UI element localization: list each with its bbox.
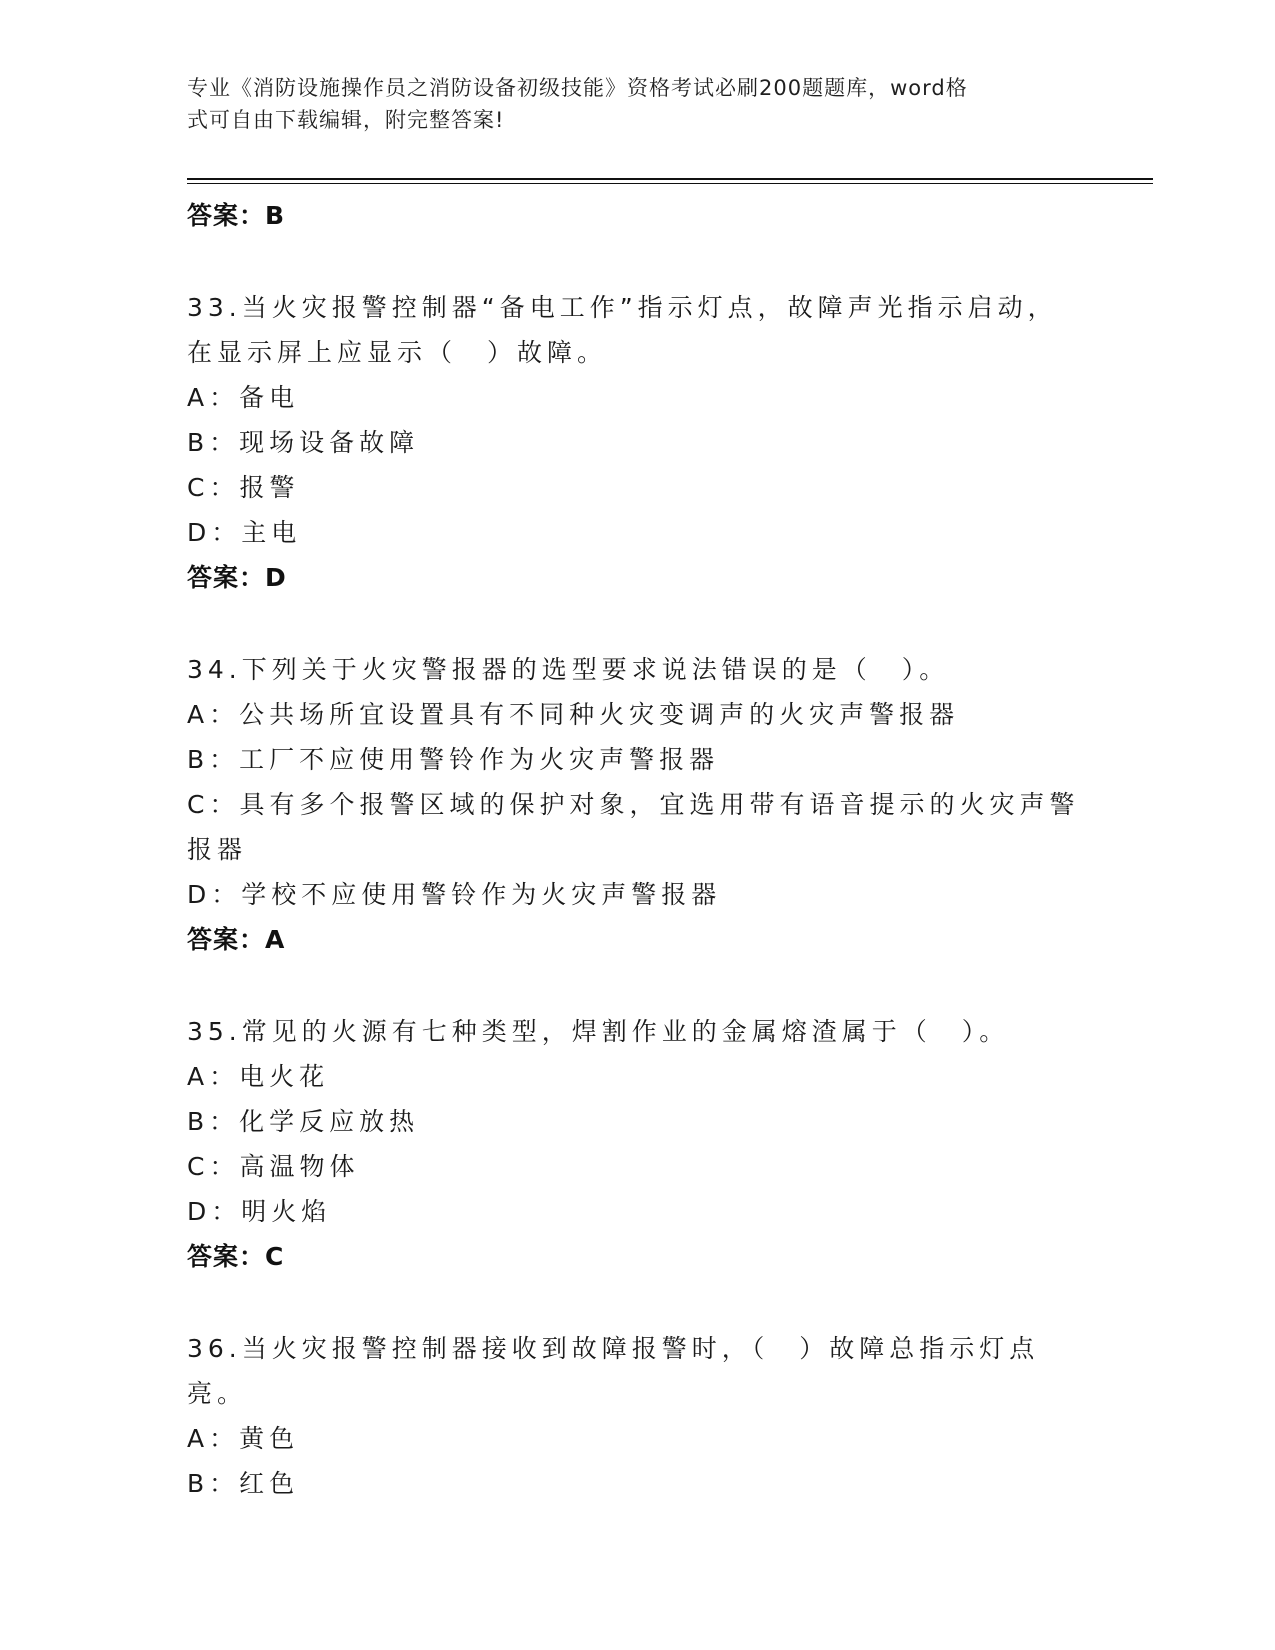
header-line-2: 式可自由下载编辑，附完整答案!	[187, 108, 505, 132]
option-a: A：备电	[187, 383, 300, 412]
question-35	[187, 1009, 1087, 1280]
option-d: D：学校不应使用警铃作为火灾声警报器	[187, 880, 722, 909]
question-list	[187, 188, 1087, 1506]
answer-line: 答案：B	[187, 201, 286, 230]
header-line-1: 专业《消防设施操作员之消防设备初级技能》资格考试必刷200题题库，word格	[187, 76, 968, 100]
option-c: C：报警	[187, 473, 300, 502]
option-d: D：明火焰	[187, 1197, 332, 1226]
answer-line: 答案：C	[187, 1242, 285, 1271]
option-a: A：黄色	[187, 1424, 300, 1453]
question-36	[187, 1326, 1087, 1506]
option-b: B：红色	[187, 1469, 300, 1498]
question-stem: 33.当火灾报警控制器“备电工作”指示灯点，故障声光指示启动，在显示屏上应显示（ ）故障。	[187, 293, 1058, 367]
question-stem: 34.下列关于火灾警报器的选型要求说法错误的是（ ）。	[187, 655, 950, 684]
answer-line: 答案：D	[187, 563, 287, 592]
question-stem: 36.当火灾报警控制器接收到故障报警时，（ ）故障总指示灯点亮。	[187, 1334, 1040, 1408]
option-c: C：高温物体	[187, 1152, 360, 1181]
answer-line: 答案：A	[187, 925, 286, 954]
option-b: B：工厂不应使用警铃作为火灾声警报器	[187, 745, 720, 774]
option-a: A：公共场所宜设置具有不同种火灾变调声的火灾声警报器	[187, 700, 960, 729]
option-a: A：电火花	[187, 1062, 330, 1091]
option-b: B：化学反应放热	[187, 1107, 420, 1136]
document-header	[187, 72, 1077, 136]
question-33	[187, 285, 1087, 601]
option-b: B：现场设备故障	[187, 428, 420, 457]
question-34	[187, 647, 1087, 963]
question-stem: 35.常见的火源有七种类型，焊割作业的金属熔渣属于（ ）。	[187, 1017, 1010, 1046]
option-d: D：主电	[187, 518, 302, 547]
header-divider-thin	[187, 183, 1153, 184]
option-c: C：具有多个报警区域的保护对象，宜选用带有语音提示的火灾声警报器	[187, 790, 1080, 864]
header-divider-thick	[187, 178, 1153, 180]
